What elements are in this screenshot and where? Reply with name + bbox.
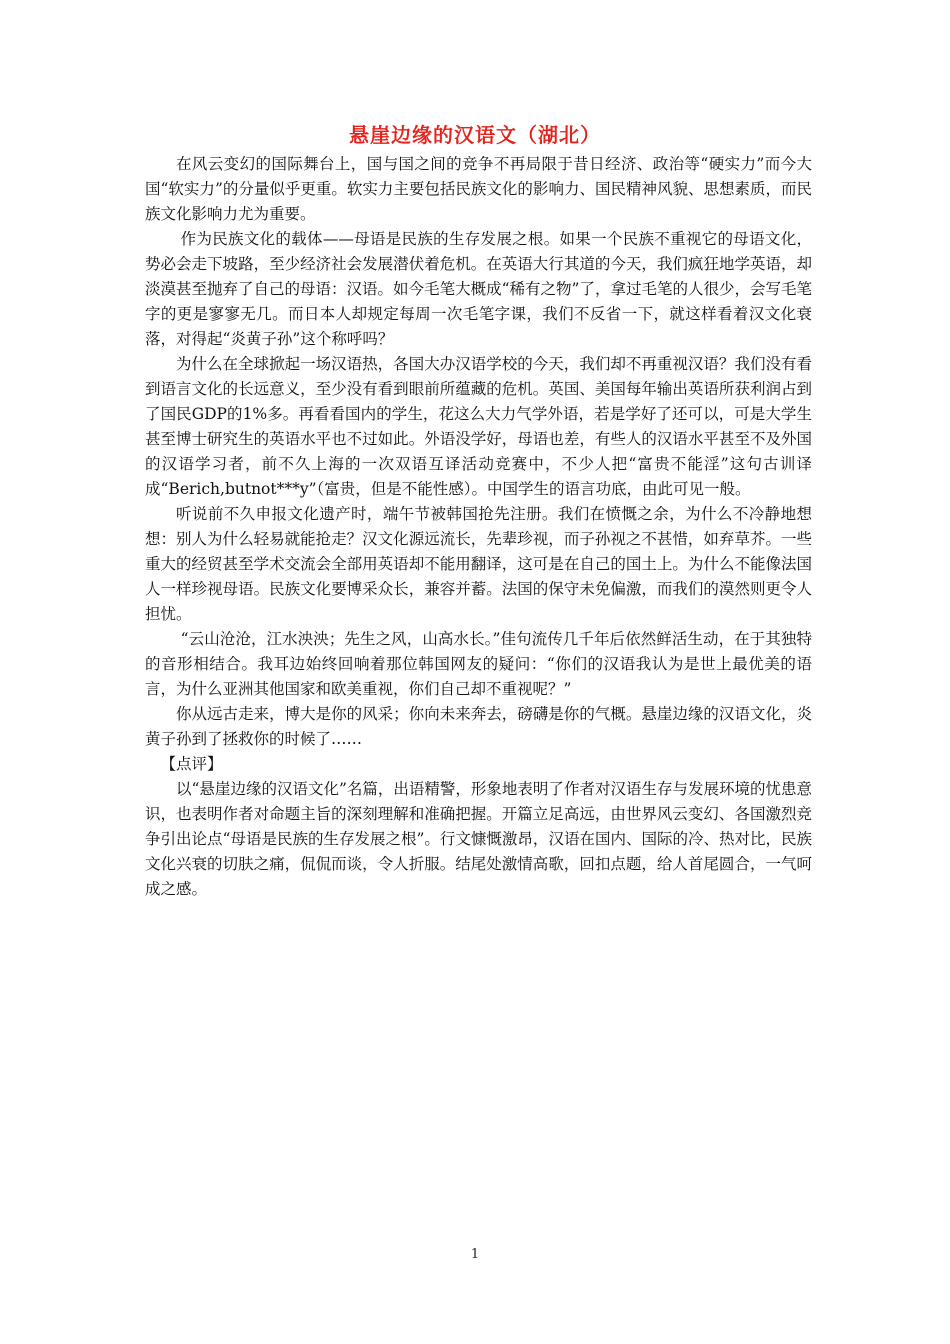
article-body <box>145 152 812 902</box>
paragraph-conclusion: 你从远古走来，博大是你的风采；你向未来奔去，磅礴是你的气概。悬崖边缘的汉语文化，炎黄子孙到了拯救你的时候了…… <box>145 705 812 748</box>
comment-label: 【点评】 <box>160 755 223 773</box>
page-title: 悬崖边缘的汉语文（湖北） <box>349 123 601 147</box>
paragraph-intro: 在风云变幻的国际舞台上，国与国之间的竞争不再局限于昔日经济、政治等“硬实力”而今大国“软实力”的分量似乎更重。软实力主要包括民族文化的影响力、国民精神风貌、思想素质，而民族文化影响力尤为重要。 <box>145 155 812 223</box>
comment-text: 以“悬崖边缘的汉语文化”名篇，出语精警，形象地表明了作者对汉语生存与发展环境的忧患意识，也表明作者对命题主旨的深刻理解和准确把握。开篇立足高远，由世界风云变幻、各国激烈竞争引出论点“母语是民族的生存发展之根”。行文慷慨激昂，汉语在国内、国际的冷、热对比，民族文化兴衰的切肤之痛，侃侃而谈，令人折服。结尾处激情高歌，回扣点题，给人首尾圆合，一气呵成之感。 <box>145 780 812 898</box>
paragraph-chinese-fever: 为什么在全球掀起一场汉语热，各国大办汉语学校的今天，我们却不再重视汉语？我们没有看到语言文化的长远意义，至少没有看到眼前所蕴藏的危机。英国、美国每年输出英语所获利润占到了国民GDP的1%多。再看看国内的学生，花这么大力气学外语，若是学好了还可以，可是大学生甚至博士研究生的英语水平也不过如此。外语没学好，母语也差，有些人的汉语水平甚至不及外国的汉语学习者，前不久上海的一次双语互译活动竞赛中，不少人把“富贵不能淫”这句古训译成“Berich,butnot***y”（富贵，但是不能性感）。中国学生的语言功底，由此可见一般。 <box>145 355 812 498</box>
paragraph-poetry: “云山沧沧，江水泱泱；先生之风，山高水长。”佳句流传几千年后依然鲜活生动，在于其独特的音形相结合。我耳边始终回响着那位韩国网友的疑问：“你们的汉语我认为是世上最优美的语言，为什么亚洲其他国家和欧美重视，你们自己却不重视呢？” <box>145 630 812 698</box>
page-number: 1 <box>470 1247 480 1262</box>
paragraph-mother-tongue: 作为民族文化的载体——母语是民族的生存发展之根。如果一个民族不重视它的母语文化，势必会走下坡路，至少经济社会发展潜伏着危机。在英语大行其道的今天，我们疯狂地学英语，却淡漠甚至抛弃了自己的母语：汉语。如今毛笔大概成“稀有之物”了，拿过毛笔的人很少，会写毛笔字的更是寥寥无几。而日本人却规定每周一次毛笔字课，我们不反省一下，就这样看着汉文化衰落，对得起“炎黄子孙”这个称呼吗？ <box>145 230 812 348</box>
paragraph-heritage: 听说前不久申报文化遗产时，端午节被韩国抢先注册。我们在愤慨之余，为什么不冷静地想想：别人为什么轻易就能抢走？汉文化源远流长，先辈珍视，而子孙视之不甚惜，如弃草芥。一些重大的经贸甚至学术交流会全部用英语却不能用翻译，这可是在自己的国土上。为什么不能像法国人一样珍视母语。民族文化要博采众长，兼容并蓄。法国的保守未免偏激，而我们的漠然则更令人担忧。 <box>145 505 812 623</box>
